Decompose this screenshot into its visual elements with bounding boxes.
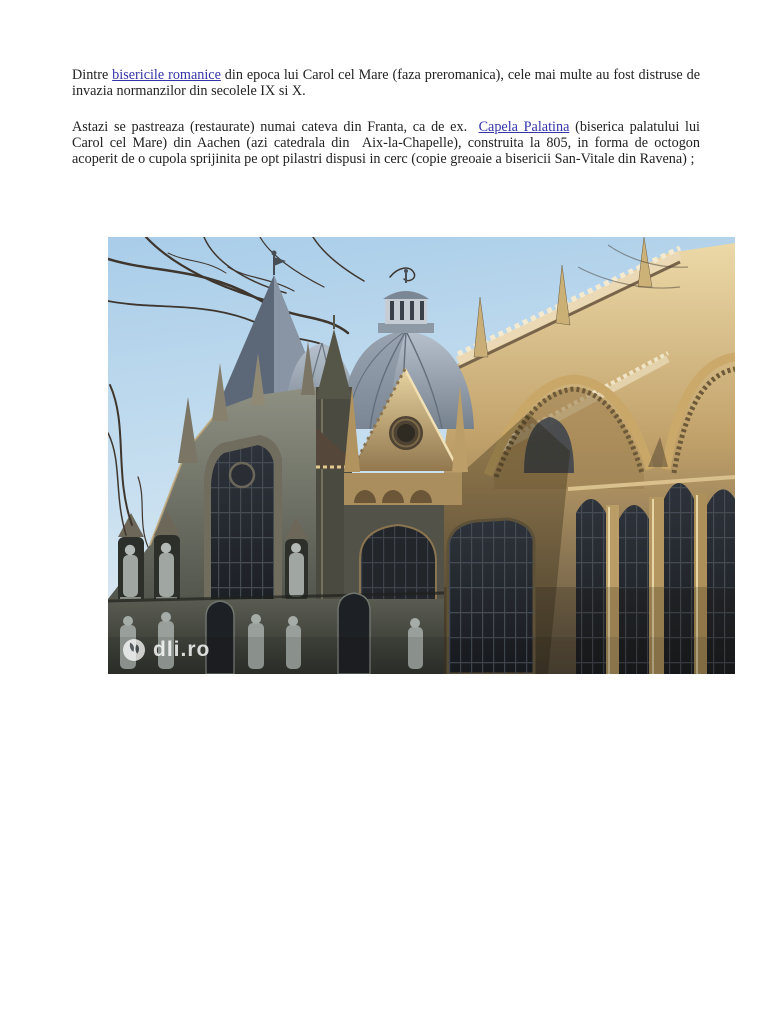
paragraph-2-rest: (biserica palatului lui Carol cel Mare) din Aachen (azi catedrala din Aix-la-Chapelle), construita la 805, in forma de octogon acoperit de o cupola sprijinita pe opt pilastri dispusi in cerc (copie greoaie a bisericii San-Vitale din Ravena) ;: [72, 119, 700, 167]
watermark-globe-icon: [122, 638, 146, 662]
paragraph-1: [72, 67, 700, 99]
photo-watermark: [122, 638, 210, 662]
paragraph-1-lead: Dintre: [72, 67, 113, 83]
paragraph-1-rest: din epoca lui Carol cel Mare (faza preromanica), cele mai multe au fost distruse de invazia normanzilor din secolele IX si X.: [72, 67, 700, 99]
link-capela-palatina[interactable]: Capela Palatina: [478, 119, 570, 135]
watermark-text: dli.ro: [153, 638, 211, 661]
cathedral-photo-image: [108, 237, 735, 674]
paragraph-2: [72, 119, 700, 167]
cathedral-photo: [108, 237, 735, 674]
link-bisericile-romanice[interactable]: bisericile romanice: [112, 67, 221, 83]
paragraph-2-lead: Astazi se pastreaza (restaurate) numai cateva din Franta, ca de ex.: [72, 119, 479, 135]
